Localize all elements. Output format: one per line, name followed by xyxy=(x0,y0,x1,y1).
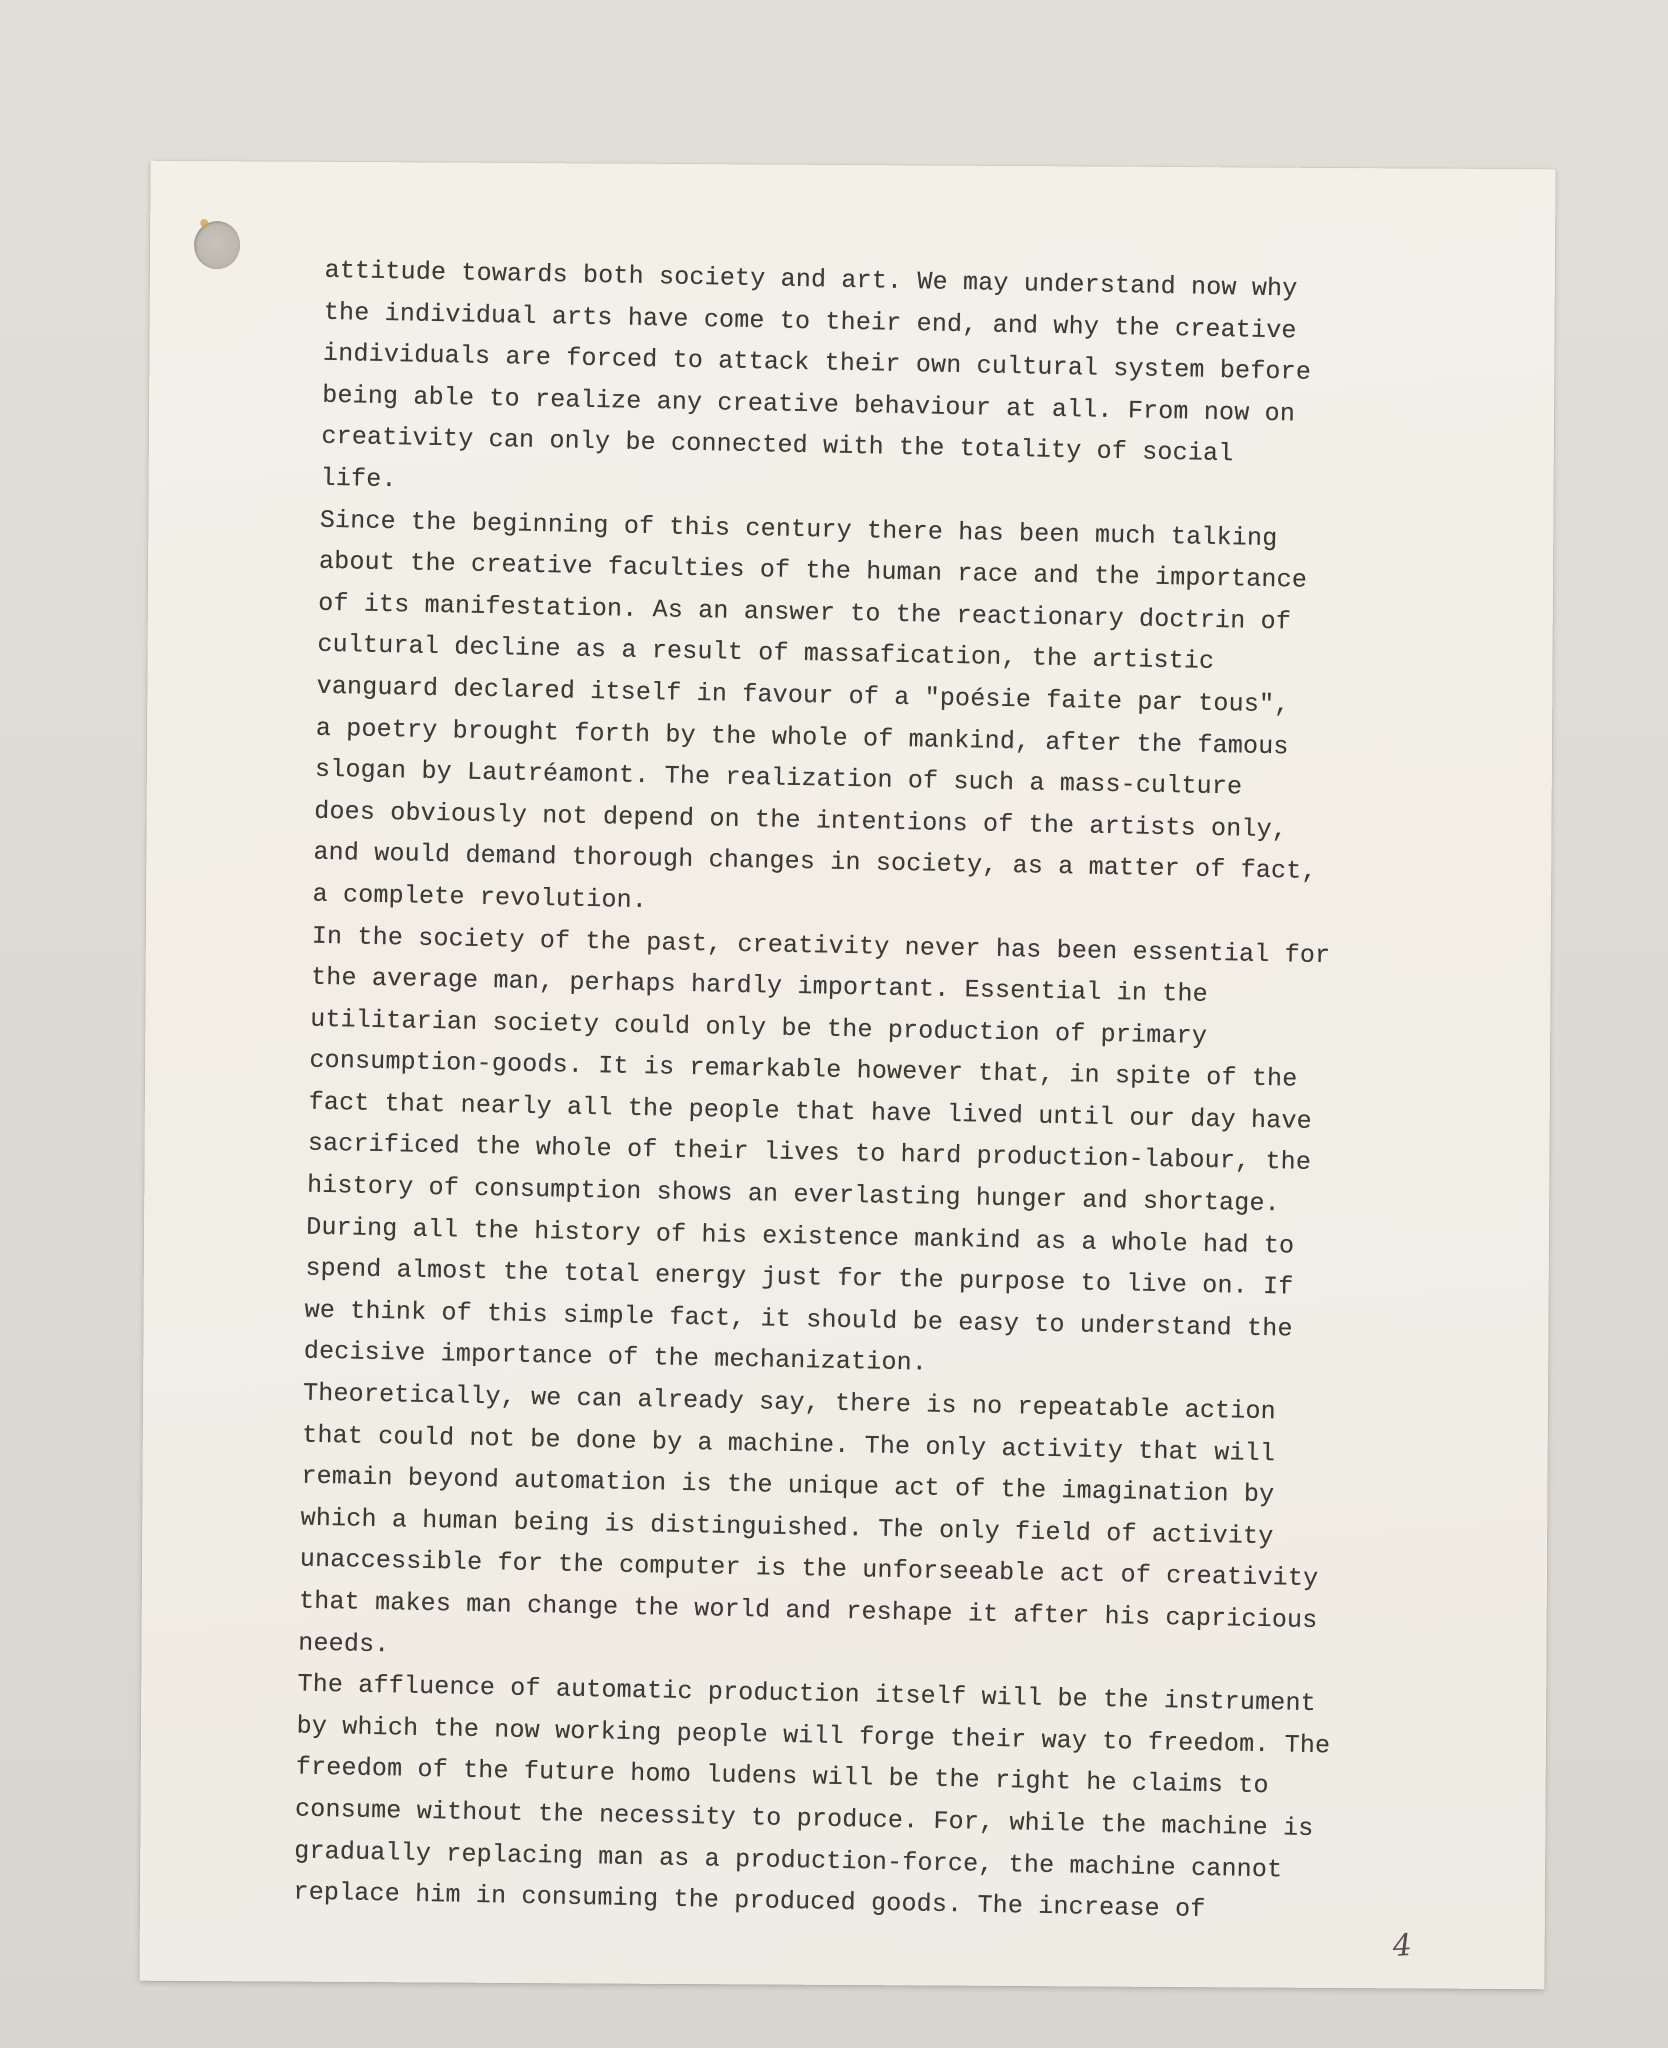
text-line: vanguard declared itself in favour of a "poésie faite par tous", xyxy=(316,671,1290,720)
text-line: In the society of the past, creativity never has been essential for xyxy=(311,921,1331,970)
text-line: The affluence of automatic production itself will be the instrument xyxy=(297,1669,1317,1719)
text-line: does obviously not depend on the intentions of the artists only, xyxy=(313,796,1288,845)
text-line: individuals are forced to attack their own cultural system before xyxy=(322,338,1312,387)
handwritten-page-number: 4 xyxy=(1391,1927,1413,1964)
text-line: attitude towards both society and art. We may understand now why xyxy=(324,255,1298,304)
text-line: that could not be done by a machine. The only activity that will xyxy=(302,1420,1276,1468)
text-line: remain beyond automation is the unique act of the imagination by xyxy=(301,1461,1275,1510)
text-line: which a human being is distinguished. The only field of activity xyxy=(300,1503,1274,1552)
text-line: freedom of the future homo ludens will be the right he claims to xyxy=(295,1752,1269,1801)
text-line: spend almost the total energy just for the purpose to live on. If xyxy=(305,1253,1294,1302)
text-line: a poetry brought forth by the whole of mankind, after the famous xyxy=(315,713,1289,761)
rust-stain xyxy=(200,219,208,227)
text-line: of its manifestation. As an answer to the reactionary doctrin of xyxy=(317,588,1292,637)
text-line: decisive importance of the mechanization. xyxy=(303,1337,928,1378)
text-line: and would demand thorough changes in society, as a matter of fact, xyxy=(313,837,1317,887)
text-line: cultural decline as a result of massafication, the artistic xyxy=(317,630,1215,677)
text-line: Theoretically, we can already say, there is no repeatable action xyxy=(302,1378,1277,1427)
text-line: unaccessible for the computer is the unforseeable act of creativity xyxy=(299,1544,1319,1594)
text-line: being able to realize any creative behaviour at all. From now on xyxy=(321,380,1296,429)
text-line: fact that nearly all the people that have lived until our day have xyxy=(308,1087,1313,1136)
text-line: that makes man change the world and reshape it after his capricious xyxy=(298,1586,1318,1636)
text-line: replace him in consuming the produced goods. The increase of xyxy=(293,1877,1206,1925)
text-line: needs. xyxy=(298,1628,390,1659)
text-line: slogan by Lautréamont. The realization of such a mass-culture xyxy=(314,754,1243,802)
typewritten-page xyxy=(139,161,1555,1990)
text-line: gradually replacing man as a production-force, the machine cannot xyxy=(294,1836,1283,1885)
text-line: life. xyxy=(320,463,397,495)
text-line: about the creative faculties of the human race and the importance xyxy=(318,546,1308,595)
text-line: a complete revolution. xyxy=(312,879,648,915)
text-line: the individual arts have come to their end, and why the creative xyxy=(323,297,1297,346)
punch-hole xyxy=(194,221,240,269)
text-line: Since the beginning of this century there has been much talking xyxy=(319,505,1278,553)
text-line: sacrificed the whole of their lives to hard production-labour, the xyxy=(307,1129,1312,1178)
text-line: During all the history of his existence mankind as a whole had to xyxy=(305,1212,1295,1261)
text-line: creativity can only be connected with the totality of social xyxy=(321,422,1234,469)
text-line: by which the now working people will forge their way to freedom. The xyxy=(296,1711,1331,1761)
typed-text-body xyxy=(293,250,1525,1936)
text-line: utilitarian society could only be the production of primary xyxy=(309,1004,1208,1051)
text-line: we think of this simple fact, it should be easy to understand the xyxy=(304,1295,1293,1344)
text-line: consumption-goods. It is remarkable however that, in spite of the xyxy=(309,1045,1298,1094)
text-line: consume without the necessity to produce. For, while the machine is xyxy=(294,1794,1314,1844)
text-line: the average man, perhaps hardly important. Essential in the xyxy=(310,962,1209,1009)
text-line: history of consumption shows an everlasting hunger and shortage. xyxy=(306,1170,1281,1219)
